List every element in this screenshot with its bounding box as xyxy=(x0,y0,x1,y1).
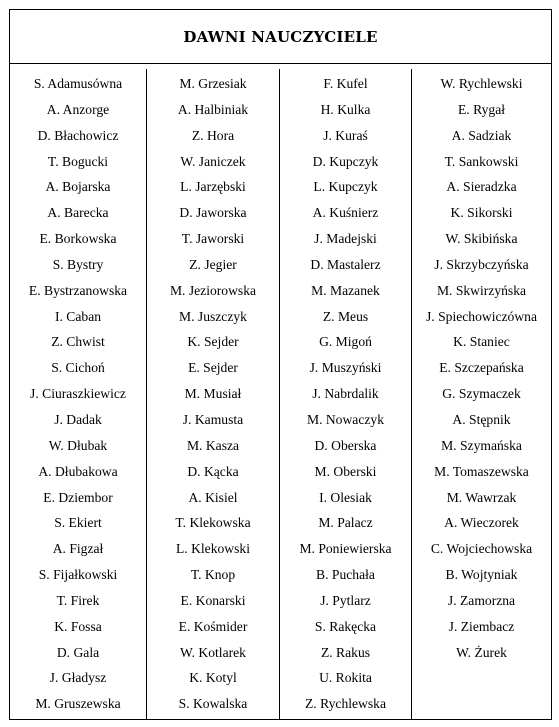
teacher-name: E. Konarski xyxy=(180,592,246,608)
teacher-name: T. Firek xyxy=(56,592,100,608)
teacher-name: E. Rygał xyxy=(457,101,506,117)
table-title: DAWNI NAUCZYCIELE xyxy=(183,27,378,46)
teacher-name: L. Klekowski xyxy=(175,541,250,557)
teacher-name: J. Muszyński xyxy=(309,360,382,376)
teacher-name: A. Figzał xyxy=(52,541,104,557)
teacher-name: S. Cichoń xyxy=(51,360,105,376)
teacher-name: K. Fossa xyxy=(54,618,102,634)
teacher-name: T. Jaworski xyxy=(181,231,245,247)
teacher-name: A. Sadziak xyxy=(451,127,512,143)
teacher-name: A. Stępnik xyxy=(452,411,511,427)
teacher-name: T. Klekowska xyxy=(175,515,251,531)
teacher-name: B. Puchała xyxy=(316,567,375,583)
teacher-name: F. Kufel xyxy=(323,76,368,91)
teacher-name: D. Kupczyk xyxy=(312,153,379,169)
teacher-name: W. Janiczek xyxy=(180,153,246,169)
teacher-name: I. Caban xyxy=(54,308,102,324)
teacher-name: D. Mastalerz xyxy=(310,256,381,272)
teacher-name: D. Kącka xyxy=(187,463,239,479)
teacher-name: J. Skrzybczyńska xyxy=(434,256,529,272)
names-grid xyxy=(10,69,551,719)
teacher-name: J. Spiechowiczówna xyxy=(426,308,537,324)
teacher-name: M. Kasza xyxy=(186,437,240,453)
teacher-name: M. Oberski xyxy=(314,463,377,479)
teacher-name: S. Adamusówna xyxy=(33,76,123,91)
teacher-name: W. Dłubak xyxy=(48,437,108,453)
teacher-name: S. Rakęcka xyxy=(314,618,377,634)
teacher-name: Z. Chwist xyxy=(51,334,105,350)
teacher-name: M. Skwirzyńska xyxy=(436,282,527,298)
teacher-name: A. Sieradzka xyxy=(446,179,517,195)
teacher-name: T. Bogucki xyxy=(47,153,109,169)
teacher-name: M. Musiał xyxy=(184,386,242,402)
teacher-name: E. Dziembor xyxy=(43,489,113,505)
teacher-name: D. Błachowicz xyxy=(37,127,119,143)
teacher-name: J. Pytlarz xyxy=(320,592,371,608)
teacher-name: D. Oberska xyxy=(314,437,377,453)
teacher-name: Z. Jegier xyxy=(189,256,237,272)
teacher-name: A. Anzorge xyxy=(46,101,110,117)
teacher-name: I. Olesiak xyxy=(319,489,372,505)
teacher-name: T. Sankowski xyxy=(444,153,519,169)
teacher-name: A. Wieczorek xyxy=(444,515,519,531)
teacher-name: J. Nabrdalik xyxy=(312,386,379,402)
teacher-name: A. Kuśnierz xyxy=(312,205,379,221)
teacher-name: J. Ciuraszkiewicz xyxy=(30,386,126,402)
teacher-name: U. Rokita xyxy=(319,670,372,686)
teacher-name: W. Kotlarek xyxy=(180,644,246,660)
names-column-3 xyxy=(280,69,412,719)
names-column-4 xyxy=(412,69,551,719)
names-column-1 xyxy=(10,69,147,719)
teacher-name: S. Ekiert xyxy=(54,515,102,531)
teacher-name: Z. Rychlewska xyxy=(305,696,386,712)
teacher-name: M. Palacz xyxy=(318,515,373,531)
teacher-name: W. Skibińska xyxy=(445,231,518,247)
teacher-name: E. Bystrzanowska xyxy=(28,282,128,298)
teacher-name: E. Sejder xyxy=(188,360,238,376)
teacher-name: G. Migoń xyxy=(319,334,372,350)
teacher-name: B. Wojtyniak xyxy=(445,567,518,583)
teacher-name: J. Kamusta xyxy=(182,411,244,427)
teacher-name: M. Tomaszewska xyxy=(434,463,529,479)
teacher-name: L. Kupczyk xyxy=(313,179,378,195)
teacher-name: M. Poniewierska xyxy=(299,541,392,557)
teacher-name: M. Szymańska xyxy=(441,437,522,453)
teacher-name: A. Halbiniak xyxy=(177,101,249,117)
teacher-name: M. Juszczyk xyxy=(179,308,247,324)
teacher-name: A. Bojarska xyxy=(45,179,111,195)
teacher-name: C. Wojciechowska xyxy=(430,541,533,557)
teacher-name: J. Zamorzna xyxy=(447,592,516,608)
teacher-name: Z. Rakus xyxy=(320,644,371,660)
teacher-name: Z. Meus xyxy=(322,308,369,324)
teacher-name: E. Kośmider xyxy=(178,618,248,634)
teacher-name: W. Żurek xyxy=(456,644,507,660)
teacher-name: M. Mazanek xyxy=(311,282,380,298)
teacher-name: S. Kowalska xyxy=(178,696,248,712)
teacher-name: H. Kulka xyxy=(320,101,371,117)
teacher-name: D. Gala xyxy=(56,644,100,660)
teacher-name: E. Borkowska xyxy=(39,231,117,247)
teacher-name: J. Madejski xyxy=(314,231,377,247)
teacher-name: K. Sejder xyxy=(187,334,239,350)
teacher-name: G. Szymaczek xyxy=(442,386,521,402)
teacher-name: L. Jarzębski xyxy=(180,179,246,195)
teacher-name: S. Bystry xyxy=(52,256,104,272)
teacher-name: T. Knop xyxy=(190,567,236,583)
teacher-name: M. Grzesiak xyxy=(179,76,247,91)
title-row xyxy=(10,10,551,64)
names-column-2 xyxy=(147,69,280,719)
teacher-name: K. Staniec xyxy=(453,334,510,350)
teacher-name: A. Barecka xyxy=(47,205,109,221)
teacher-name: J. Kuraś xyxy=(323,127,368,143)
teacher-name: J. Gładysz xyxy=(49,670,107,686)
teacher-name: Z. Hora xyxy=(191,127,235,143)
teachers-table xyxy=(9,9,552,720)
teacher-name: M. Jeziorowska xyxy=(169,282,257,298)
teacher-name: K. Kotyl xyxy=(189,670,237,686)
teacher-name: A. Kisiel xyxy=(188,489,238,505)
teacher-name: J. Dadak xyxy=(54,411,102,427)
teacher-name: M. Nowaczyk xyxy=(306,411,384,427)
teacher-name: J. Ziembacz xyxy=(448,618,515,634)
teacher-name: K. Sikorski xyxy=(450,205,513,221)
teacher-name: D. Jaworska xyxy=(179,205,247,221)
teacher-name: M. Wawrzak xyxy=(446,489,517,505)
teacher-name: S. Fijałkowski xyxy=(38,567,118,583)
teacher-name: W. Rychlewski xyxy=(440,76,523,91)
teacher-name: A. Dłubakowa xyxy=(38,463,118,479)
teacher-name: M. Gruszewska xyxy=(35,696,121,712)
teacher-name: E. Szczepańska xyxy=(439,360,524,376)
